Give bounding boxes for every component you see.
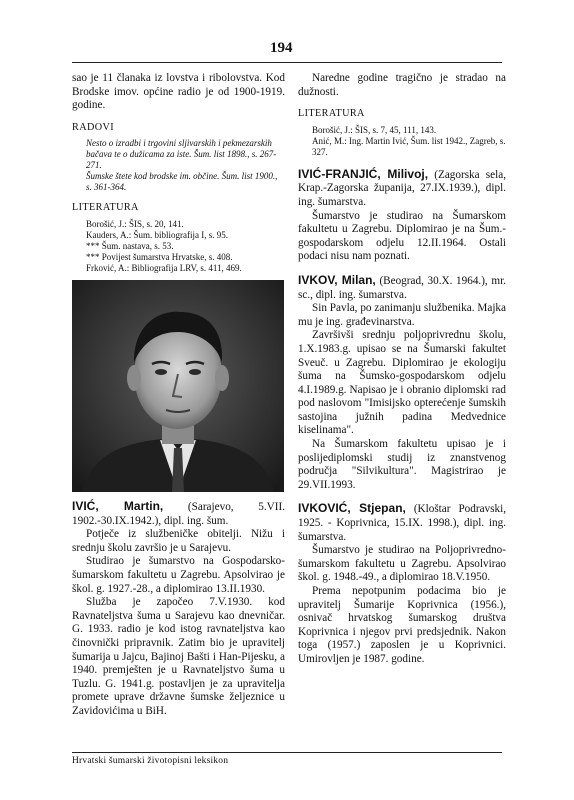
radovi-label: RADOVI	[72, 121, 115, 133]
left-column	[72, 72, 285, 718]
right-intro: Naredne godine tragično je stradao na dužnosti.	[298, 72, 506, 98]
radovi-item: Nesto o izradbi i trgovini sljivarskih i pekmezarskih bačava te o dužicama za iste. Šum. list 1898., s. 267-271.	[86, 138, 277, 171]
portrait-photo	[72, 280, 284, 492]
entry-paragraph: Studirao je šumarstvo na Gospodarsko-šumarskom fakultetu u Zagrebu. Apsolvirao je škol. g. 1927.-28., a diplomirao 13.II.1930.	[72, 555, 285, 595]
page-number: 194	[270, 40, 293, 56]
right-column	[298, 72, 506, 667]
portrait-image	[72, 280, 284, 492]
literatura-item: *** Šum. nastava, s. 53.	[86, 240, 174, 251]
entry-ivkov-milan	[298, 274, 506, 302]
entry-paragraph: Završivši srednju poljoprivrednu školu, 1.X.1983.g. upisao se na Šumarski fakultet Sveuč. u Zagrebu. Diplomirao je ekologiju šuma na Šumsko-gospodarskom odjelu 4.I.1989.g. Napisao je i obranio diplomski rad pod naslovom "Imisijsko opterećenje šumskih sastojina južnih padina Medvednice kiselinama".	[298, 329, 506, 437]
entry-paragraph: Potječe iz službeničke obitelji. Nižu i srednju školu završio je u Sarajevu.	[72, 528, 285, 554]
entry-paragraph: Služba je započeo 7.V.1930. kod Ravnateljstva šuma u Sarajevu kao dnevničar. G. 1933. radio je kod istog ravnateljstva kao činovnički pripravnik. Zatim bio je upravitelj šumarija u Jajcu, Bajinoj Bašti i Han-Pijesku, a 1940. premješten je u Ravnateljstvo šuma u Tuzlu. G. 1941.g. postavljen je za upravitelja promete uprave državne šumske željeznice u Zavidovićima u BiH.	[72, 596, 285, 717]
entry-paragraph: Šumarstvo je studirao na Poljoprivredno-šumarskom fakultetu u Zagrebu. Apsolvirao škol. g. 1948.-49., a diplomirao 18.V.1950.	[298, 544, 506, 584]
entry-head: (Sarajevo, 5.VII. 1902.-30.IX.1942.), dipl. ing. šum.	[72, 500, 285, 527]
literatura-label: LITERATURA	[298, 108, 365, 120]
entry-ivkovic-stjepan	[298, 502, 506, 544]
literatura-item: Frković, A.: Bibliografija LRV, s. 411, 469.	[86, 262, 242, 273]
entry-ivic-franjic	[298, 168, 506, 210]
entry-head: (Beograd, 30.X. 1964.), mr. sc., dipl. ing. šumarstva.	[298, 274, 506, 301]
entry-head: (Zagorska sela, Krap.-Zagorska županija, 27.IX.1939.), dipl. ing. šumarstva.	[298, 168, 506, 208]
literatura-item: Borošić, J.: ŠIS, s. 7, 45, 111, 143.	[312, 124, 437, 135]
literatura-label: LITERATURA	[72, 202, 139, 214]
literatura-item: *** Povijest šumarstva Hrvatske, s. 408.	[86, 251, 233, 262]
radovi-item: Šumske štete kod brodske im. občine. Šum. list 1900., s. 361-364.	[86, 171, 278, 193]
entry-paragraph: Sin Pavla, po zanimanju službenika. Majka mu je ing. građevinarstva.	[298, 302, 506, 328]
entry-paragraph: Šumarstvo je studirao na Šumarskom fakultetu u Zagrebu. Diplomirao je na Šum.-gospodarskom odjelu 12.II.1964. Ostali podaci nisu nam poznati.	[298, 209, 506, 263]
entry-paragraph: Na Šumarskom fakultetu upisao je i poslijediplomski studij iz znanstvenog područja "Silvikultura". Magistrirao je 29.VII.1993.	[298, 438, 506, 491]
left-intro: sao je 11 članaka iz lovstva i ribolovstva. Kod Brodske imov. općine radio je od 1900-1919. godine.	[72, 72, 285, 112]
literatura-item: Kauders, A.: Šum. bibliografija I, s. 95.	[86, 229, 228, 240]
entry-name: IVKOV, Milan,	[298, 272, 376, 287]
literatura-item: Anić, M.: Ing. Martin Ivić, Šum. list 1942., Zagreb, s. 327.	[312, 135, 506, 157]
footer-rule	[72, 752, 502, 753]
entry-paragraph: Prema nepotpunim podacima bio je upravitelj Šumarije Koprivnica (1956.), osnivač hrvatskog šumarskog društva Koprivnica i njegov prvi predsjednik. Nakon toga (1957.) zaposlen je u Koprivnici. Umirovljen je 1987. godine.	[298, 585, 506, 665]
literatura-item: Borošić, J.: ŠIS, s. 20, 141.	[86, 218, 184, 229]
entry-name: IVIĆ, Martin,	[72, 498, 164, 513]
entry-name: IVKOVIĆ, Stjepan,	[298, 501, 406, 516]
entry-ivic-martin	[72, 500, 285, 528]
entry-head: (Kloštar Podravski, 1925. - Koprivnica, 15.IX. 1998.), dipl. ing. šumarstva.	[298, 503, 506, 543]
footer-title: Hrvatski šumarski životopisni leksikon	[72, 756, 229, 766]
entry-name: IVIĆ-FRANJIĆ, Milivoj,	[298, 166, 429, 181]
header-rule	[72, 62, 502, 63]
